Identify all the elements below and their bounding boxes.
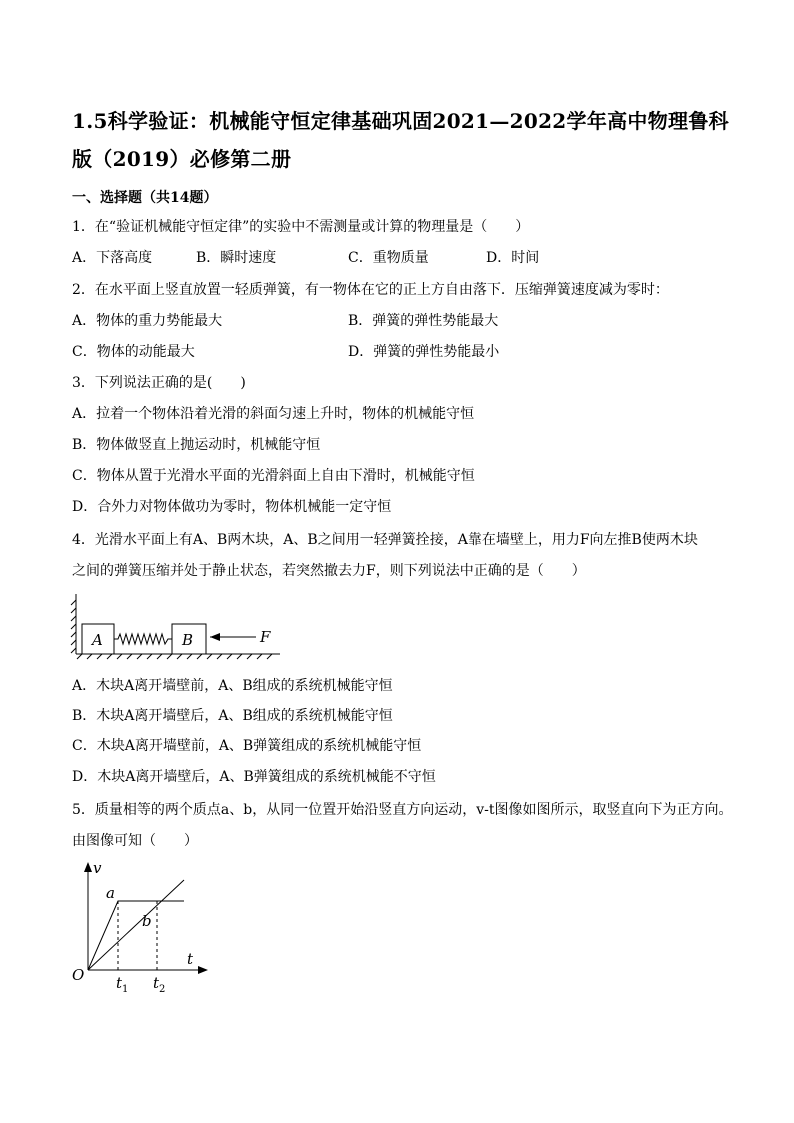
q1-option-b[interactable]: B．瞬时速度	[196, 250, 277, 266]
q2-stem: 2．在水平面上竖直放置一轻质弹簧，有一物体在它的正上方自由落下．压缩弹簧速度减为零时：	[72, 282, 669, 298]
block-a-label: A	[92, 631, 103, 649]
q1-option-c[interactable]: C．重物质量	[348, 250, 429, 266]
q3-option-b[interactable]: B．物体做竖直上抛运动时，机械能守恒	[72, 437, 321, 453]
q4-option-c[interactable]: C．木块A离开墙壁前，A、B弹簧组成的系统机械能守恒	[72, 738, 422, 754]
origin-label: O	[72, 966, 85, 984]
force-label: F	[260, 628, 271, 646]
section-heading: 一、选择题（共14题）	[72, 190, 218, 206]
q4-option-b[interactable]: B．木块A离开墙壁后，A、B组成的系统机械能守恒	[72, 708, 393, 724]
q5-stem-line1: 5．质量相等的两个质点a、b，从同一位置开始沿竖直方向运动，v-t图像如图所示，取竖直向下为正方向。	[72, 802, 733, 818]
line-a-label: a	[106, 884, 115, 902]
q2-option-a[interactable]: A．物体的重力势能最大	[72, 313, 223, 329]
line-b-label: b	[142, 912, 152, 930]
q2-option-d[interactable]: D．弹簧的弹性势能最小	[348, 344, 500, 360]
v-axis-arrow	[84, 862, 92, 872]
q4-spring-block-figure	[68, 590, 288, 665]
force-arrow-head	[210, 633, 220, 641]
q4-stem-line2: 之间的弹簧压缩并处于静止状态，若突然撤去力F，则下列说法中正确的是（ ）	[72, 563, 586, 579]
document-title: 1.5科学验证：机械能守恒定律基础巩固2021—2022学年高中物理鲁科版（2019）必修第二册	[72, 109, 729, 171]
q5-stem-line2: 由图像可知（ ）	[72, 833, 198, 849]
q1-option-a[interactable]: A．下落高度	[72, 250, 153, 266]
q2-option-c[interactable]: C．物体的动能最大	[72, 344, 195, 360]
q4-option-d[interactable]: D．木块A离开墙壁后，A、B弹簧组成的系统机械能不守恒	[72, 769, 436, 785]
q5-vt-graph	[66, 858, 216, 998]
v-axis-label: v	[93, 859, 102, 877]
q1-stem: 1．在“验证机械能守恒定律”的实验中不需测量或计算的物理量是（ ）	[72, 219, 530, 235]
q3-option-a[interactable]: A．拉着一个物体沿着光滑的斜面匀速上升时，物体的机械能守恒	[72, 406, 475, 422]
q4-stem-line1: 4．光滑水平面上有A、B两木块，A、B之间用一轻弹簧拴接，A靠在墙壁上，用力F向左推B使两木块	[72, 532, 698, 548]
t-axis-label: t	[187, 950, 194, 968]
q3-option-c[interactable]: C．物体从置于光滑水平面的光滑斜面上自由下滑时，机械能守恒	[72, 468, 475, 484]
q4-option-a[interactable]: A．木块A离开墙壁前，A、B组成的系统机械能守恒	[72, 678, 393, 694]
q3-stem: 3．下列说法正确的是( )	[72, 375, 246, 391]
block-b-label: B	[182, 631, 194, 649]
q2-option-b[interactable]: B．弹簧的弹性势能最大	[348, 313, 499, 329]
t-axis-arrow	[198, 966, 208, 974]
t2-label: $t_2$	[153, 974, 166, 995]
t1-label: $t_1$	[116, 974, 129, 995]
q3-option-d[interactable]: D．合外力对物体做功为零时，物体机械能一定守恒	[72, 499, 392, 515]
q1-option-d[interactable]: D．时间	[486, 250, 540, 266]
